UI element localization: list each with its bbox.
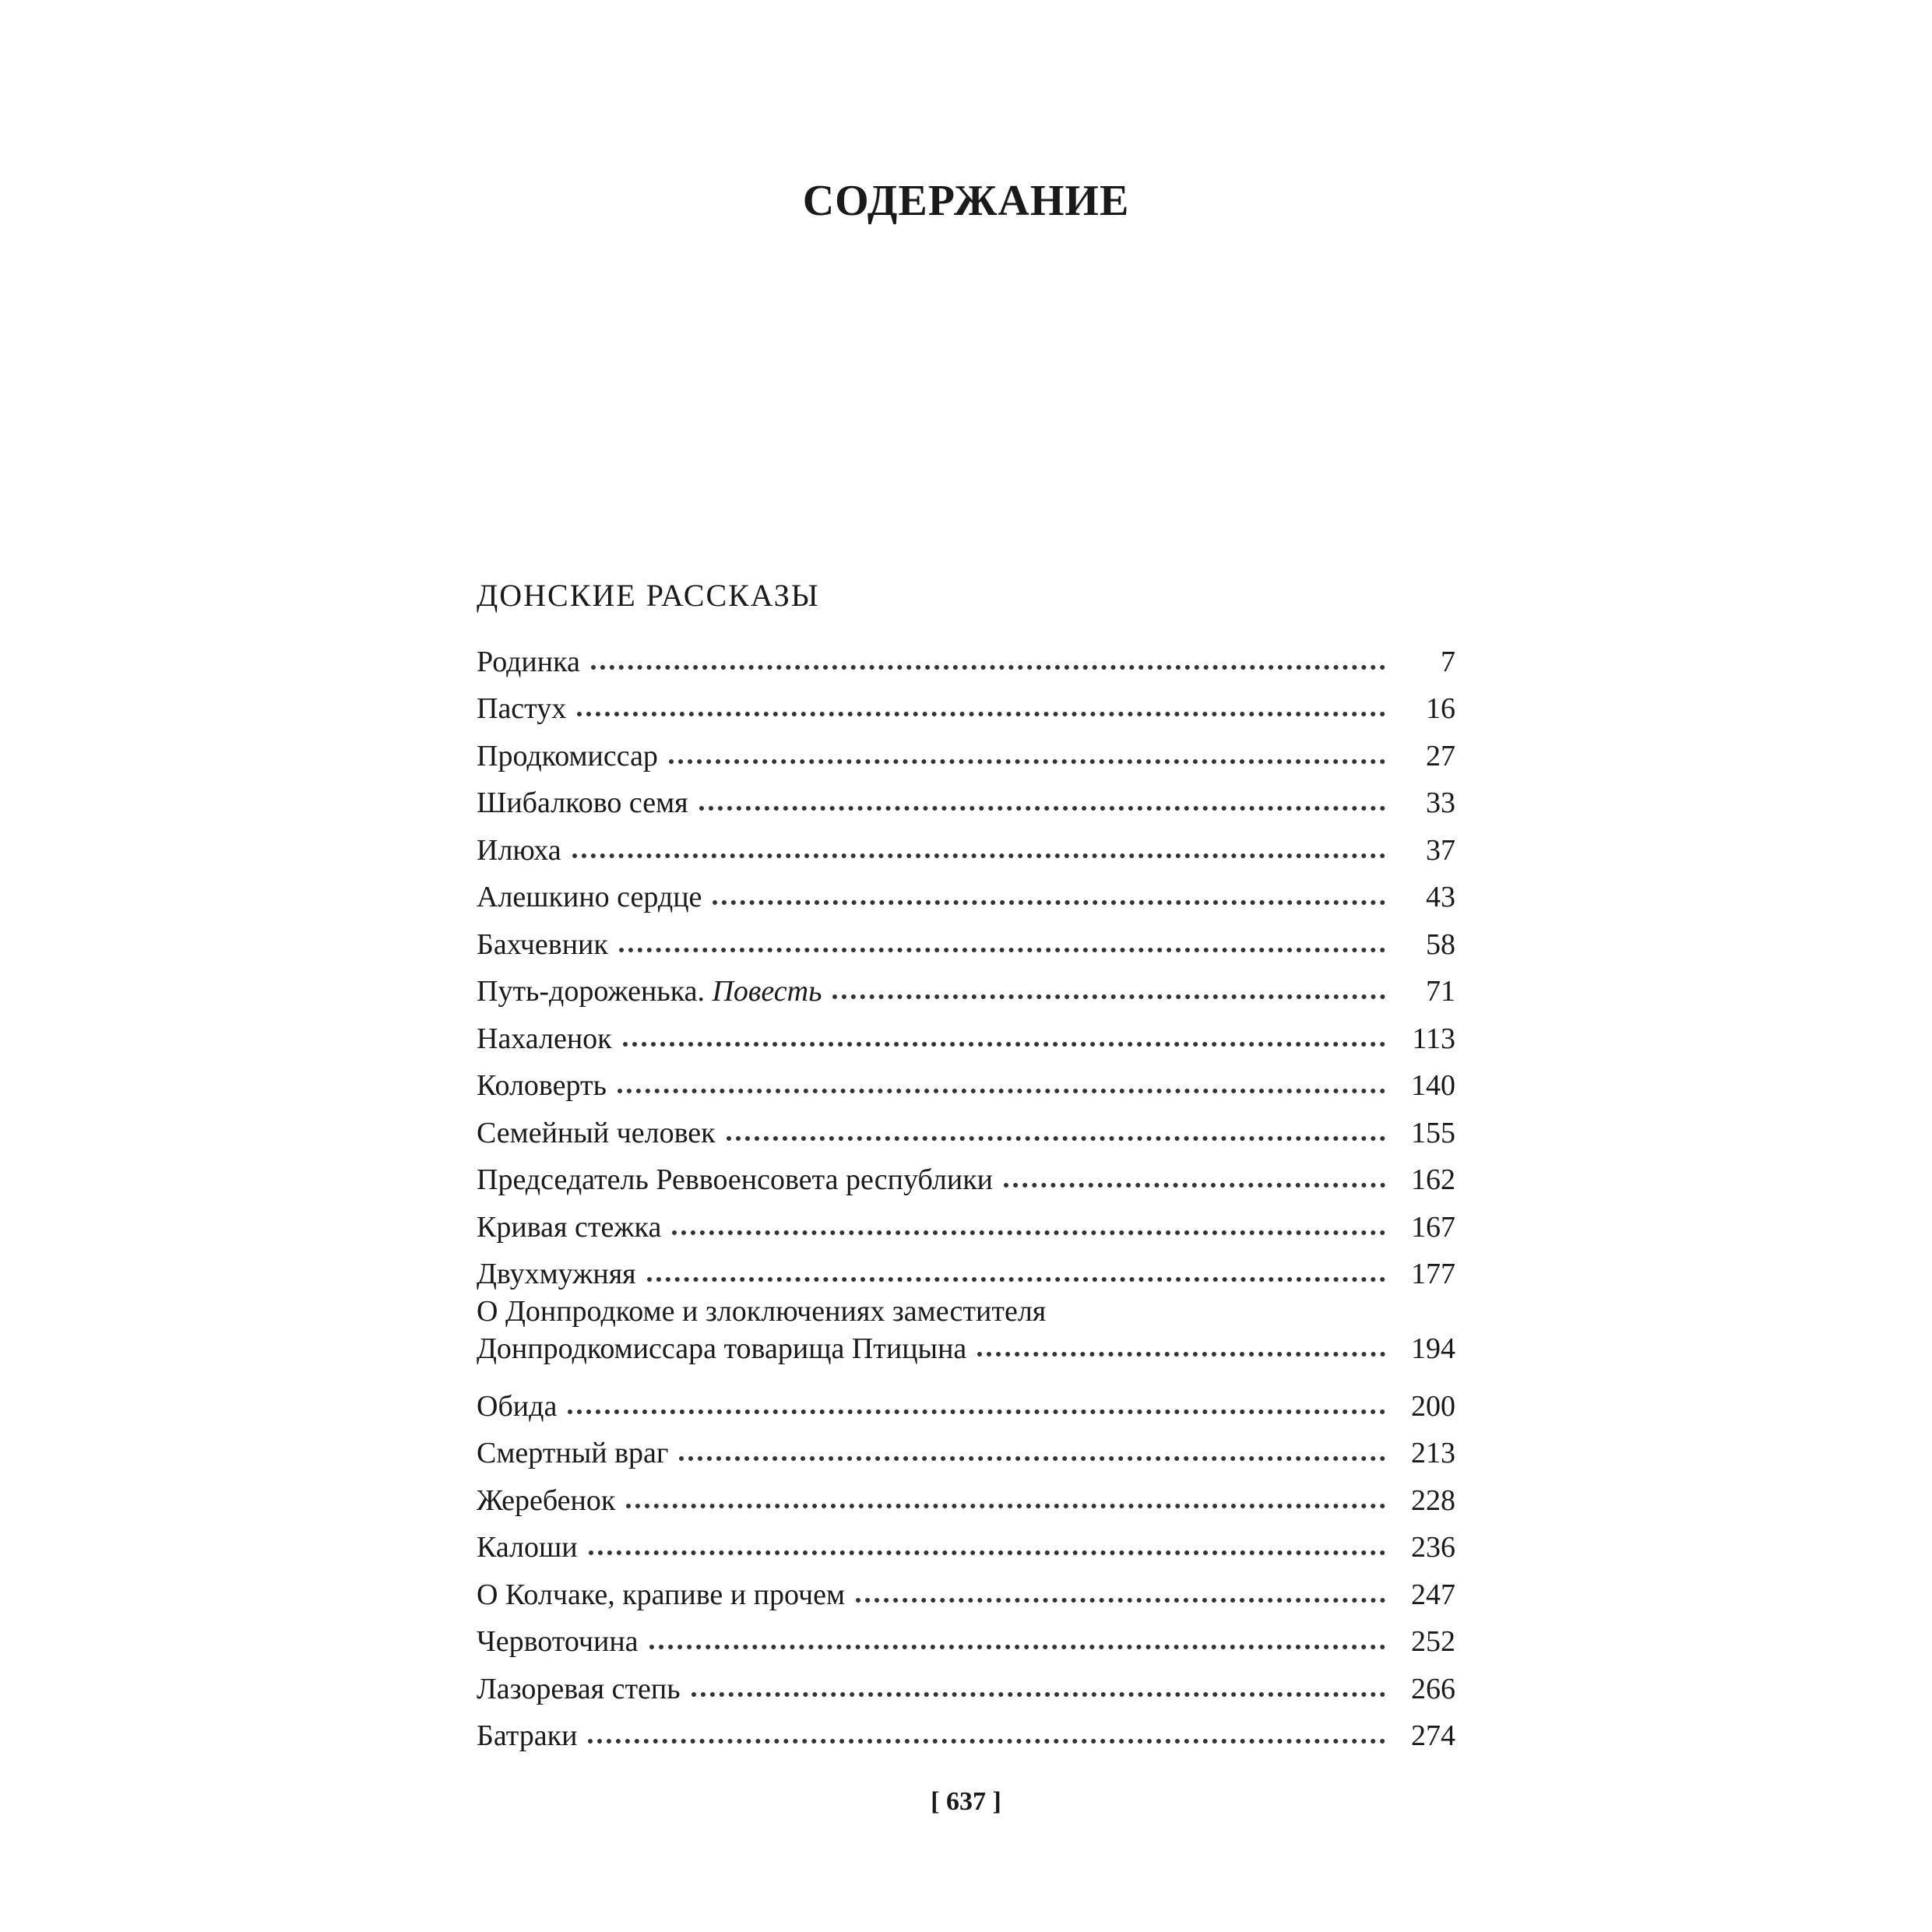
entry-title: Кривая стежка — [477, 1210, 662, 1244]
entry-title-line1: О Донпродкоме и злоключениях заместителя — [477, 1295, 1047, 1328]
toc-entry[interactable] — [477, 1519, 1455, 1567]
entry-title: Батраки — [477, 1719, 578, 1752]
entry-page: 236 — [1411, 1531, 1455, 1564]
dot-leader — [619, 948, 1385, 952]
dot-leader — [647, 1277, 1385, 1282]
toc-entry[interactable] — [477, 916, 1455, 963]
entry-page: 266 — [1411, 1672, 1455, 1705]
toc-entry[interactable] — [477, 869, 1455, 917]
entry-title: Шибалково семя — [477, 787, 688, 819]
dot-leader — [572, 853, 1385, 858]
dot-leader — [649, 1645, 1385, 1649]
dot-leader — [669, 759, 1385, 764]
toc-entry[interactable] — [477, 1104, 1455, 1152]
entry-page: 58 — [1426, 927, 1455, 961]
entry-page: 33 — [1426, 787, 1455, 819]
dot-leader — [977, 1352, 1385, 1357]
dot-leader — [577, 712, 1385, 716]
dot-leader — [713, 900, 1385, 905]
entry-page: 16 — [1426, 692, 1455, 725]
dot-leader — [727, 1136, 1385, 1141]
toc-entry[interactable] — [477, 1198, 1455, 1246]
entry-title: Лазоревая степь — [477, 1672, 681, 1705]
entry-page: 113 — [1412, 1022, 1455, 1055]
entry-page: 43 — [1426, 881, 1455, 913]
entry-title: Пастух — [477, 692, 567, 725]
entry-title: Родинка — [477, 645, 580, 678]
dot-leader — [1004, 1183, 1385, 1188]
entry-page: 177 — [1411, 1258, 1455, 1290]
entry-title: Калоши — [477, 1531, 578, 1564]
entry-page: 200 — [1411, 1389, 1455, 1423]
entry-page: 247 — [1411, 1578, 1455, 1611]
dot-leader — [588, 1739, 1385, 1744]
entry-title: Продкомиссар — [477, 739, 658, 772]
page-title: СОДЕРЖАНИЕ — [802, 177, 1130, 225]
dot-leader — [618, 1089, 1385, 1093]
dot-leader — [856, 1598, 1385, 1603]
toc-entry[interactable] — [477, 1425, 1455, 1473]
entry-page: 71 — [1426, 975, 1455, 1008]
dot-leader — [623, 1042, 1385, 1047]
page-number: [ 637 ] — [931, 1787, 1001, 1816]
table-of-contents — [477, 580, 1455, 1754]
entry-title: Илюха — [477, 833, 561, 867]
entry-title: Смертный враг — [477, 1437, 669, 1469]
dot-leader — [692, 1692, 1385, 1697]
entry-page: 213 — [1411, 1437, 1455, 1469]
entry-title: Жеребенок — [477, 1483, 616, 1517]
entry-page: 252 — [1411, 1625, 1455, 1658]
dot-leader — [699, 806, 1385, 811]
entry-title: Двухмужняя — [477, 1258, 636, 1290]
dot-leader — [589, 1550, 1385, 1555]
entry-page: 7 — [1441, 645, 1455, 678]
entry-title: Обида — [477, 1389, 558, 1423]
entry-page: 162 — [1411, 1163, 1455, 1196]
entry-page: 140 — [1411, 1069, 1455, 1102]
toc-entry[interactable] — [477, 1010, 1455, 1057]
toc-entry[interactable] — [477, 1708, 1455, 1755]
toc-entry[interactable] — [477, 1293, 1455, 1378]
entry-title: Алешкино сердце — [477, 881, 702, 913]
toc-entry[interactable] — [477, 1057, 1455, 1105]
dot-leader — [591, 665, 1385, 670]
entry-page: 194 — [1411, 1332, 1455, 1365]
entry-row — [477, 1330, 1455, 1367]
entry-title: Коловерть — [477, 1069, 607, 1102]
toc-entry[interactable] — [477, 1378, 1455, 1425]
toc-entry[interactable] — [477, 1566, 1455, 1614]
entry-title: Червоточина — [477, 1625, 639, 1658]
entry-page: 274 — [1411, 1719, 1455, 1752]
toc-entry[interactable] — [477, 1660, 1455, 1708]
toc-entry[interactable] — [477, 822, 1455, 869]
entry-title: Нахаленок — [477, 1022, 612, 1055]
toc-entry[interactable] — [477, 727, 1455, 775]
entry-title-text: Путь-дороженька. — [477, 975, 705, 1008]
entry-page: 228 — [1411, 1483, 1455, 1517]
toc-entry[interactable] — [477, 633, 1455, 681]
toc-entry[interactable] — [477, 775, 1455, 822]
toc-entry[interactable] — [477, 1152, 1455, 1199]
toc-entry[interactable] — [477, 1614, 1455, 1661]
dot-leader — [626, 1504, 1385, 1508]
entry-title: Донпродкомиссара товарища Птицына — [477, 1332, 967, 1365]
entry-genre: Повесть — [712, 975, 822, 1008]
entry-title: Председатель Реввоенсовета республики — [477, 1163, 993, 1196]
entry-page: 27 — [1426, 739, 1455, 772]
entry-page: 37 — [1426, 833, 1455, 867]
dot-leader — [832, 994, 1385, 999]
entry-page: 167 — [1411, 1210, 1455, 1244]
entry-title — [477, 973, 822, 1010]
entry-title: Семейный человек — [477, 1116, 716, 1149]
dot-leader — [679, 1456, 1385, 1461]
toc-entry[interactable] — [477, 1246, 1455, 1293]
entry-title: Бахчевник — [477, 927, 608, 961]
toc-entry[interactable] — [477, 963, 1455, 1011]
section-heading: ДОНСКИЕ РАССКАЗЫ — [477, 578, 820, 613]
dot-leader — [672, 1230, 1385, 1235]
entry-title: О Колчаке, крапиве и прочем — [477, 1578, 846, 1611]
entry-page: 155 — [1411, 1116, 1455, 1149]
dot-leader — [568, 1409, 1385, 1414]
toc-entry[interactable] — [477, 681, 1455, 728]
toc-entry[interactable] — [477, 1472, 1455, 1519]
